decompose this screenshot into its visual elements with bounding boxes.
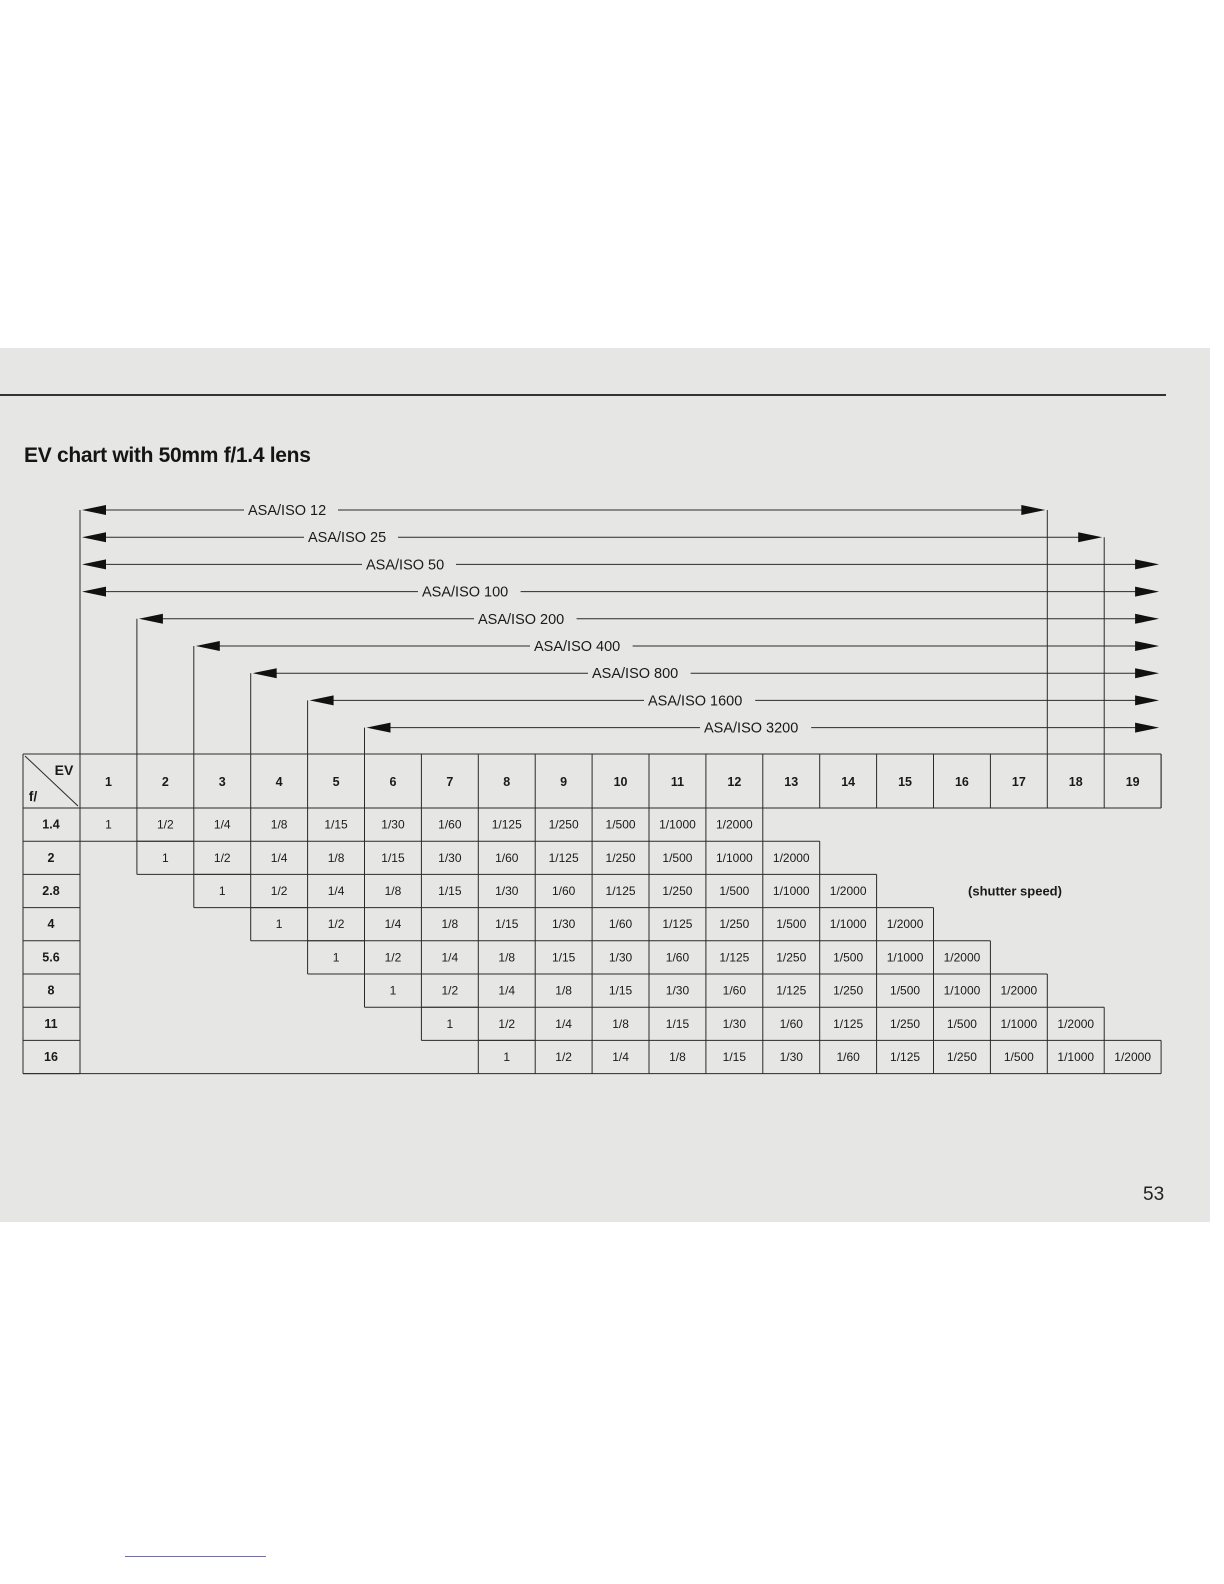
shutter-speed-cell: 1/500: [662, 850, 693, 865]
arrowhead-left: [82, 587, 106, 597]
shutter-speed-cell: 1/15: [551, 950, 576, 965]
shutter-speed-cell: 1/4: [612, 1050, 629, 1064]
ev-header-value: 1: [104, 775, 112, 789]
shutter-speed-cell: 1/8: [327, 850, 345, 865]
arrowhead-left: [139, 614, 163, 624]
shutter-speed-cell: 1/1000: [886, 950, 924, 965]
shutter-speed-cell: 1: [105, 817, 112, 832]
arrowhead-left: [82, 559, 106, 569]
shutter-speed-cell: 1/30: [722, 1016, 747, 1031]
ev-header-value: 11: [670, 775, 685, 789]
shutter-speed-cell: 1/250: [548, 817, 579, 832]
shutter-speed-cell: 1/60: [665, 950, 690, 965]
shutter-speed-cell: 1/1000: [943, 983, 981, 998]
iso-range-label: ASA/ISO 1600: [648, 693, 743, 710]
shutter-speed-cell: 1/2000: [715, 817, 753, 832]
arrowhead-right: [1078, 532, 1102, 542]
ev-header-value: 5: [332, 775, 340, 789]
shutter-speed-cell: 1/30: [381, 817, 405, 832]
corner-ev-label: EV: [54, 762, 74, 778]
shutter-speed-cell: 1/250: [890, 1016, 921, 1031]
shutter-speed-cell: 1/250: [833, 983, 864, 998]
aperture-value: 2: [47, 850, 55, 865]
shutter-speed-cell: 1/4: [213, 817, 231, 832]
shutter-speed-cell: 1: [332, 950, 340, 965]
ev-header-value: 12: [727, 775, 742, 789]
shutter-speed-cell: 1/125: [605, 884, 636, 898]
shutter-speed-cell: 1/2: [213, 850, 231, 865]
shutter-speed-cell: 1/1000: [1057, 1050, 1095, 1064]
shutter-speed-cell: 1: [218, 884, 226, 898]
shutter-speed-cell: 1/2: [270, 884, 288, 898]
footnote-rule: [125, 1556, 266, 1557]
shutter-speed-cell: 1/60: [551, 884, 576, 898]
shutter-speed-cell: 1/2: [498, 1016, 516, 1031]
ev-header-value: 16: [954, 775, 969, 789]
ev-header-value: 13: [784, 775, 799, 789]
arrowhead-right: [1135, 614, 1159, 624]
shutter-speed-cell: 1/8: [384, 884, 402, 898]
shutter-speed-cell: 1/2000: [772, 850, 810, 865]
ev-header-value: 19: [1125, 775, 1140, 789]
shutter-speed-cell: 1/15: [381, 850, 405, 865]
shutter-speed-label: (shutter speed): [968, 883, 1062, 899]
shutter-speed-cell: 1/2: [384, 950, 402, 965]
shutter-speed-cell: 1: [446, 1016, 454, 1031]
shutter-speed-cell: 1/30: [608, 950, 633, 965]
shutter-speed-cell: 1/8: [441, 917, 459, 932]
shutter-speed-cell: 1/15: [608, 983, 633, 998]
shutter-speed-cell: 1/1000: [829, 917, 867, 932]
shutter-speed-cell: 1/8: [669, 1050, 686, 1064]
arrowhead-right: [1135, 668, 1159, 678]
shutter-speed-cell: 1/30: [551, 917, 576, 932]
arrowhead-right: [1021, 505, 1045, 515]
aperture-value: 8: [47, 983, 55, 998]
ev-header-value: 4: [275, 775, 283, 789]
shutter-speed-cell: 1/8: [555, 983, 572, 998]
iso-range-label: ASA/ISO 400: [534, 639, 621, 655]
iso-range-label: ASA/ISO 800: [592, 666, 679, 683]
iso-range-label: ASA/ISO 50: [366, 557, 445, 574]
arrowhead-left: [82, 505, 106, 515]
shutter-speed-cell: 1/2000: [1000, 983, 1038, 998]
ev-header-value: 9: [560, 775, 568, 789]
shutter-speed-cell: 1/8: [498, 950, 516, 965]
shutter-speed-cell: 1/2: [157, 817, 174, 832]
shutter-speed-cell: 1/60: [836, 1050, 860, 1064]
ev-header-value: 7: [446, 775, 454, 789]
shutter-speed-cell: 1/60: [608, 917, 633, 932]
shutter-speed-cell: 1: [162, 850, 169, 865]
arrowhead-right: [1135, 641, 1159, 651]
shutter-speed-cell: 1: [275, 917, 283, 932]
shutter-speed-cell: 1: [503, 1050, 511, 1064]
aperture-value: 5.6: [42, 950, 60, 965]
corner-f-label: f/: [28, 788, 38, 804]
ev-header-value: 15: [898, 775, 913, 789]
shutter-speed-cell: 1/60: [438, 817, 462, 832]
shutter-speed-cell: 1/15: [665, 1016, 690, 1031]
arrowhead-left: [310, 695, 334, 705]
iso-range-label: ASA/ISO 12: [248, 503, 327, 519]
ev-header-value: 3: [218, 775, 226, 789]
shutter-speed-cell: 1/500: [776, 917, 807, 932]
shutter-speed-cell: 1/500: [946, 1016, 977, 1031]
iso-range-label: ASA/ISO 100: [422, 584, 509, 601]
shutter-speed-cell: 1/4: [555, 1016, 572, 1031]
shutter-speed-cell: 1/30: [665, 983, 690, 998]
page-number: 53: [1143, 1184, 1165, 1205]
page-title: EV chart with 50mm f/1.4 lens: [24, 444, 311, 467]
shutter-speed-cell: 1/500: [605, 817, 636, 832]
shutter-speed-cell: 1/125: [719, 950, 750, 965]
shutter-speed-cell: 1/2000: [886, 917, 924, 932]
shutter-speed-cell: 1/30: [438, 850, 462, 865]
shutter-speed-cell: 1/500: [833, 950, 864, 965]
shutter-speed-cell: 1/60: [722, 983, 747, 998]
shutter-speed-cell: 1/8: [270, 817, 288, 832]
shutter-speed-cell: 1/30: [779, 1050, 803, 1064]
shutter-speed-cell: 1/2000: [1057, 1016, 1095, 1031]
aperture-value: 11: [44, 1016, 58, 1031]
shutter-speed-cell: 1/250: [946, 1050, 977, 1064]
arrowhead-right: [1135, 587, 1159, 597]
ev-header-value: 18: [1068, 775, 1083, 789]
shutter-speed-cell: 1/4: [441, 950, 459, 965]
shutter-speed-cell: 1/125: [890, 1050, 921, 1064]
shutter-speed-cell: 1/4: [270, 850, 288, 865]
shutter-speed-cell: 1/125: [548, 850, 579, 865]
shutter-speed-cell: 1/15: [495, 917, 519, 932]
shutter-speed-cell: 1/1000: [715, 850, 753, 865]
shutter-speed-cell: 1/15: [438, 884, 462, 898]
shutter-speed-cell: 1/2000: [943, 950, 981, 965]
shutter-speed-cell: 1/2: [441, 983, 459, 998]
aperture-value: 2.8: [42, 884, 60, 898]
arrowhead-left: [253, 668, 277, 678]
shutter-speed-cell: 1/8: [612, 1016, 629, 1031]
shutter-speed-cell: 1/250: [776, 950, 807, 965]
shutter-speed-cell: 1/2: [327, 917, 345, 932]
shutter-speed-cell: 1/60: [495, 850, 519, 865]
shutter-speed-cell: 1/4: [384, 917, 402, 932]
shutter-speed-cell: 1/1000: [772, 884, 810, 898]
aperture-value: 1.4: [42, 817, 60, 832]
shutter-speed-cell: 1/15: [324, 817, 348, 832]
ev-header-value: 14: [841, 775, 856, 789]
shutter-speed-cell: 1/125: [776, 983, 807, 998]
iso-range-label: ASA/ISO 25: [308, 530, 387, 547]
shutter-speed-cell: 1/15: [722, 1050, 747, 1064]
shutter-speed-cell: 1/125: [491, 817, 522, 832]
shutter-speed-cell: 1/500: [890, 983, 921, 998]
shutter-speed-cell: 1/125: [833, 1016, 864, 1031]
shutter-speed-cell: 1/1000: [1000, 1016, 1038, 1031]
shutter-speed-cell: 1/4: [327, 884, 345, 898]
shutter-speed-cell: 1/500: [719, 884, 750, 898]
ev-chart: [0, 348, 1210, 1222]
shutter-speed-cell: 1/250: [719, 917, 750, 932]
shutter-speed-cell: 1/2000: [829, 884, 867, 898]
shutter-speed-cell: 1/500: [1003, 1050, 1034, 1064]
shutter-speed-cell: 1/4: [498, 983, 516, 998]
arrowhead-right: [1135, 695, 1159, 705]
arrowhead-right: [1135, 559, 1159, 569]
arrowhead-right: [1135, 723, 1159, 733]
shutter-speed-cell: 1/250: [662, 884, 693, 898]
shutter-speed-cell: 1/60: [779, 1016, 803, 1031]
shutter-speed-cell: 1/125: [662, 917, 693, 932]
arrowhead-left: [367, 723, 391, 733]
iso-range-label: ASA/ISO 3200: [704, 720, 799, 737]
shutter-speed-cell: 1/250: [605, 850, 636, 865]
arrowhead-left: [196, 641, 220, 651]
arrowhead-left: [82, 532, 106, 542]
shutter-speed-cell: 1/1000: [659, 817, 696, 832]
ev-header-value: 17: [1011, 775, 1026, 789]
shutter-speed-cell: 1/30: [495, 884, 519, 898]
shutter-speed-cell: 1/2000: [1114, 1050, 1152, 1064]
aperture-value: 4: [47, 917, 55, 932]
iso-range-label: ASA/ISO 200: [478, 611, 565, 628]
manual-page: [0, 348, 1210, 1222]
ev-header-value: 8: [503, 775, 511, 789]
shutter-speed-cell: 1/2: [555, 1050, 572, 1064]
aperture-value: 16: [44, 1050, 58, 1064]
ev-header-value: 2: [161, 775, 169, 789]
shutter-speed-cell: 1: [389, 983, 397, 998]
ev-header-value: 6: [389, 775, 397, 789]
ev-header-value: 10: [613, 775, 628, 789]
